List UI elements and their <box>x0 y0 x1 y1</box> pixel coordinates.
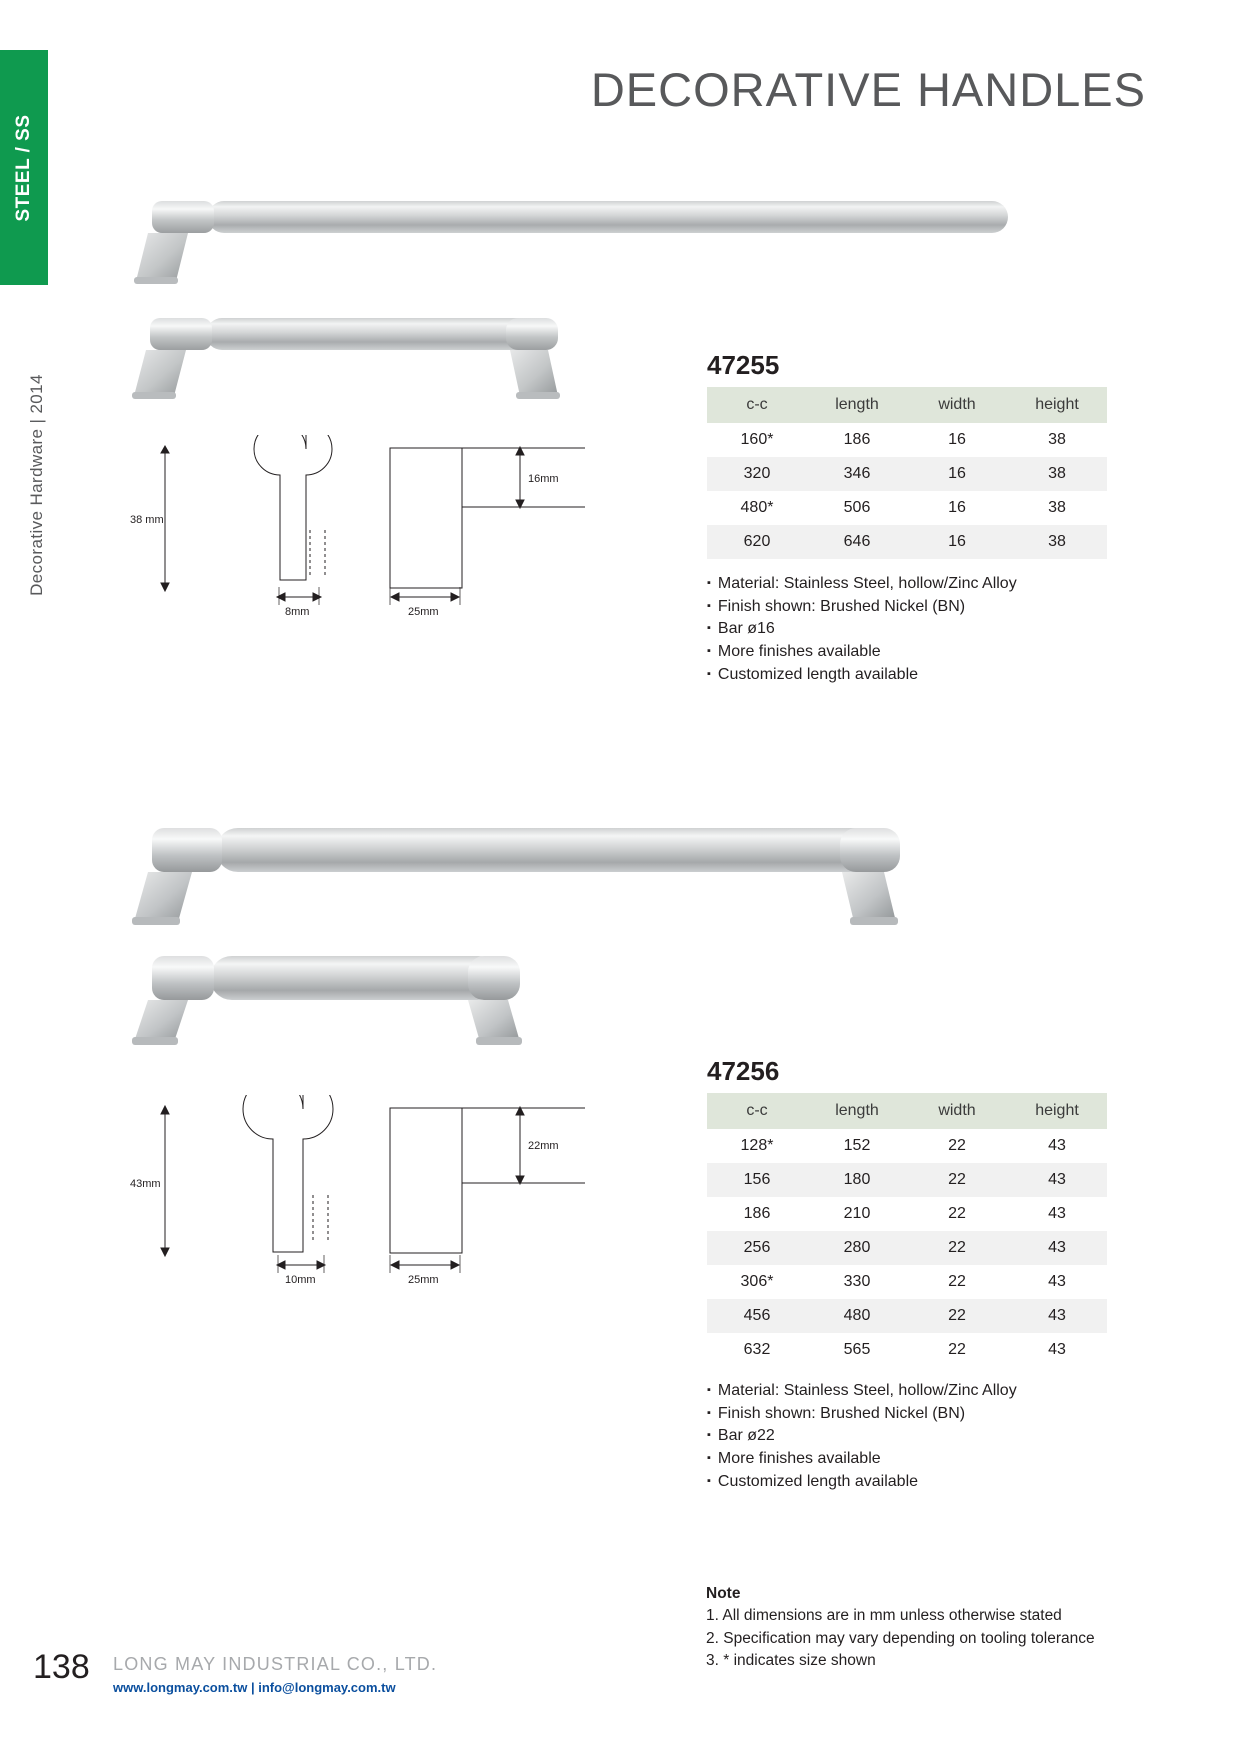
table-row: 456 480 22 43 <box>707 1299 1107 1333</box>
table-row: 320 346 16 38 <box>707 457 1107 491</box>
table-row: 306* 330 22 43 <box>707 1265 1107 1299</box>
table-row: 632 565 22 43 <box>707 1333 1107 1367</box>
handle-illustration-47256-short <box>128 948 528 1050</box>
note-line: 3. * indicates size shown <box>706 1652 876 1670</box>
dim-width-label-47255: 8mm <box>285 606 310 618</box>
side-caption-label: Decorative Hardware | 2014 <box>27 374 46 596</box>
table-row: 160* 186 16 38 <box>707 423 1107 457</box>
col-width: width <box>907 387 1007 423</box>
bullet-item: ▪ Finish shown: Brushed Nickel (BN) <box>707 596 1017 619</box>
spec-bullets-47255 <box>707 573 1017 687</box>
dim-depth-label-47255: 25mm <box>408 606 439 618</box>
side-caption <box>22 345 52 625</box>
note-block <box>706 1583 1095 1673</box>
col-cc: c-c <box>707 387 807 423</box>
dim-depth-label-47256: 25mm <box>408 1274 439 1286</box>
spec-table-47255 <box>707 387 1107 559</box>
col-height: height <box>1007 387 1107 423</box>
dim-height-label-47256: 43mm <box>130 1178 161 1190</box>
dim-height-label-47255: 38 mm <box>130 514 164 526</box>
col-cc: c-c <box>707 1093 807 1129</box>
note-line: 1. All dimensions are in mm unless otherwise stated <box>706 1607 1062 1625</box>
handle-illustration-47256-long <box>128 818 918 938</box>
spec-bullets-47256 <box>707 1380 1017 1494</box>
section-tab-label: STEEL / SS <box>13 113 34 222</box>
col-length: length <box>807 387 907 423</box>
col-height: height <box>1007 1093 1107 1129</box>
col-length: length <box>807 1093 907 1129</box>
table-row: 480* 506 16 38 <box>707 491 1107 525</box>
bullet-item: ▪ Bar ø16 <box>707 618 1017 641</box>
table-row: 256 280 22 43 <box>707 1231 1107 1265</box>
note-title: Note <box>706 1585 741 1602</box>
table-header-row <box>707 387 1107 423</box>
footer-company-name: LONG MAY INDUSTRIAL CO., LTD. <box>113 1654 438 1674</box>
footer-contact: www.longmay.com.tw | info@longmay.com.tw <box>113 1680 396 1695</box>
handle-illustration-47255-short <box>128 312 568 404</box>
page-title: DECORATIVE HANDLES <box>590 63 1146 116</box>
table-row: 620 646 16 38 <box>707 525 1107 559</box>
dimension-drawing-47255 <box>125 435 605 620</box>
spec-table-47256 <box>707 1093 1107 1367</box>
table-header-row <box>707 1093 1107 1129</box>
page-number: 138 <box>33 1648 90 1686</box>
product-code-47255: 47255 <box>707 350 780 380</box>
section-tab-steel <box>0 50 48 285</box>
bullet-item: ▪ Bar ø22 <box>707 1425 1017 1448</box>
handle-illustration-47255-long <box>130 193 1020 293</box>
dim-bar-label-47256: 22mm <box>528 1140 559 1152</box>
bullet-item: ▪ Customized length available <box>707 664 1017 687</box>
bullet-item: ▪ More finishes available <box>707 641 1017 664</box>
bullet-item: ▪ Finish shown: Brushed Nickel (BN) <box>707 1403 1017 1426</box>
col-width: width <box>907 1093 1007 1129</box>
note-line: 2. Specification may vary depending on tooling tolerance <box>706 1629 1095 1647</box>
bullet-item: ▪ Customized length available <box>707 1471 1017 1494</box>
dim-bar-label-47255: 16mm <box>528 473 559 485</box>
table-row: 186 210 22 43 <box>707 1197 1107 1231</box>
bullet-item: ▪ Material: Stainless Steel, hollow/Zinc Alloy <box>707 1380 1017 1403</box>
bullet-item: ▪ Material: Stainless Steel, hollow/Zinc Alloy <box>707 573 1017 596</box>
table-row: 156 180 22 43 <box>707 1163 1107 1197</box>
bullet-item: ▪ More finishes available <box>707 1448 1017 1471</box>
product-code-47256: 47256 <box>707 1056 780 1086</box>
dimension-drawing-47256 <box>125 1095 605 1295</box>
table-row: 128* 152 22 43 <box>707 1129 1107 1163</box>
dim-width-label-47256: 10mm <box>285 1274 316 1286</box>
